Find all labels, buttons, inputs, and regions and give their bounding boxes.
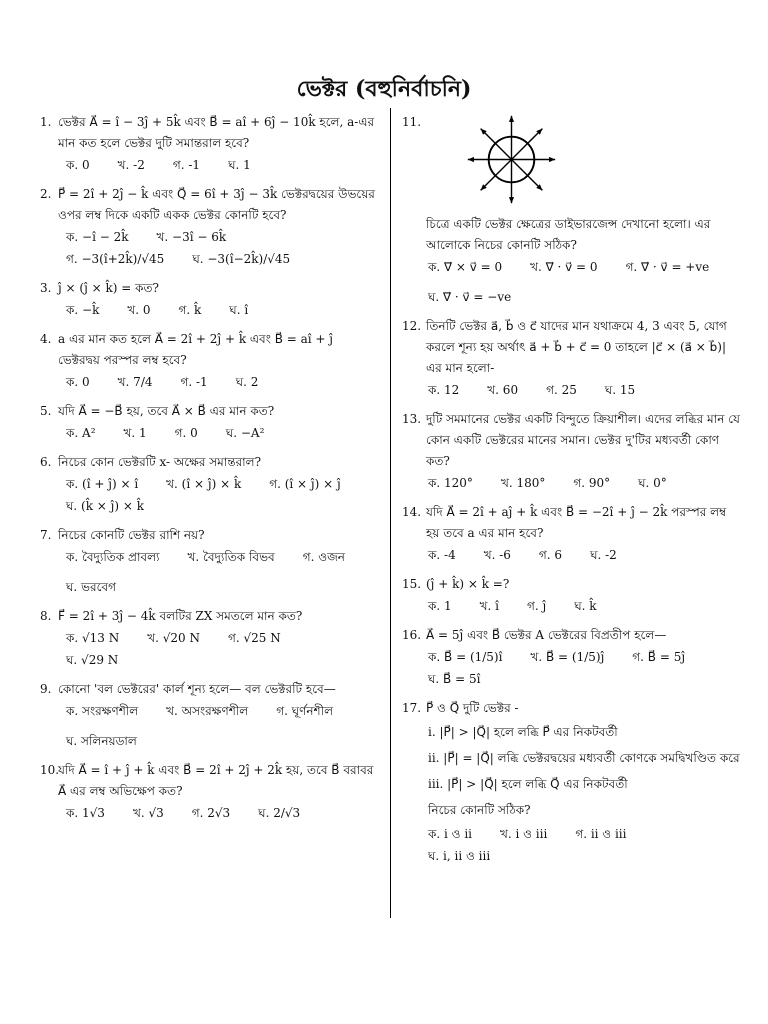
question (40, 184, 375, 226)
option-list (402, 472, 742, 494)
question-body (426, 316, 742, 379)
option-extra: ঘ. ∇⃗ · v⃗ = −ve (428, 290, 512, 304)
option: খ. 1 (123, 426, 147, 440)
question-block (402, 698, 742, 867)
option: ঘ. (k̂ × ĵ) × k̂ (66, 499, 145, 513)
question-body (58, 184, 375, 226)
option: ক. B⃗ = (1/5)î (428, 650, 503, 664)
question (402, 316, 742, 379)
option: ঘ. −3(î−2k̂)/√45 (192, 252, 291, 266)
question (402, 409, 742, 472)
option: খ. 180° (500, 476, 546, 490)
option: ক. 0 (66, 158, 90, 172)
question-block (402, 625, 742, 690)
question-number: 9. (40, 682, 52, 696)
column-divider (390, 108, 391, 918)
question-text: A⃗ = 5ĵ এবং B⃗ ভেক্টর A ভেক্টরের বিপ্রতীপ হলে— (426, 628, 667, 642)
question-text: কোনো 'বল ভেক্টরের' কার্ল শূন্য হলে— বল ভেক্টরটি হবে— (58, 682, 336, 696)
option: ঘ. −A² (225, 426, 265, 440)
question-text: (ĵ + k̂) × k̂ =? (426, 577, 510, 591)
option: গ. ĵ (527, 599, 547, 613)
question-block (40, 329, 375, 393)
question-block (40, 452, 375, 517)
option: ক. ∇⃗ × v⃗ = 0 (428, 260, 503, 274)
question-number: 17. (402, 701, 422, 715)
question-block (40, 760, 375, 824)
question-body (58, 606, 375, 627)
option: খ. -6 (483, 548, 511, 562)
option: গ. (î × ĵ) × ĵ (269, 477, 341, 491)
question-block (40, 606, 375, 671)
question-body (426, 574, 742, 595)
option-list (40, 627, 375, 671)
option: ক. A² (66, 426, 96, 440)
option: ক. 1√3 (66, 806, 105, 820)
question-block (40, 525, 375, 598)
question-text: ভেক্টর A⃗ = î − 3ĵ + 5k̂ এবং B⃗ = aî + 6ĵ − 10k̂ হলে, a-এর মান কত হলে ভেক্টর দুটি সমান্তরাল হবে? (58, 115, 375, 150)
option: গ. √25 N (228, 631, 281, 645)
question-block (402, 409, 742, 494)
question-body (426, 409, 742, 472)
question-text: যদি A⃗ = −B⃗ হয়, তবে A⃗ × B⃗ এর মান কত? (58, 404, 275, 418)
option: গ. -1 (180, 375, 208, 389)
option-list (40, 226, 375, 270)
question (402, 112, 742, 256)
question-body (426, 625, 742, 646)
option: ঘ. B⃗ = 5î (428, 672, 481, 686)
option-list (402, 379, 742, 401)
question (40, 452, 375, 473)
question-text: নিচের কোন ভেক্টরটি x- অক্ষের সমান্তরাল? (58, 455, 262, 469)
option: খ. B⃗ = (1/5)ĵ (530, 650, 605, 664)
option: গ. 25 (546, 383, 577, 397)
option: গ. ii ও iii (575, 827, 627, 841)
question-number: 3. (40, 281, 52, 295)
option: ক. সংরক্ষণশীল (66, 704, 139, 718)
option-list (402, 544, 742, 566)
question-block (40, 401, 375, 444)
option-list (40, 299, 375, 321)
question (402, 698, 742, 719)
option: ক. (î + ĵ) × î (66, 477, 139, 491)
option: গ. 2√3 (191, 806, 231, 820)
option-list (402, 595, 742, 617)
option-list (40, 546, 375, 568)
option: খ. √20 N (147, 631, 201, 645)
question-number: 1. (40, 115, 52, 129)
option: খ. i ও iii (500, 827, 548, 841)
option: ঘ. i, ii ও iii (428, 849, 491, 863)
option: ক. i ও ii (428, 827, 472, 841)
question-text: P⃗ = 2î + 2ĵ − k̂ এবং Q⃗ = 6î + 3ĵ − 3k̂ ভেক্টরদ্বয়ের উভয়ের ওপর লম্ব দিকে একটি একক ভেক্টর কোনটি হবে? (58, 187, 375, 222)
question-block (402, 574, 742, 617)
option: ক. 12 (428, 383, 460, 397)
option: ঘ. 15 (604, 383, 636, 397)
option-extra: ঘ. ভরবেগ (66, 580, 116, 594)
option: গ. ওজন (302, 550, 345, 564)
option-list (40, 154, 375, 176)
option: খ. (î × ĵ) × k̂ (166, 477, 242, 491)
question-body (58, 112, 375, 154)
question-number: 6. (40, 455, 52, 469)
question-number: 15. (402, 577, 422, 591)
right-column (402, 112, 742, 875)
question (40, 278, 375, 299)
question-number: 8. (40, 609, 52, 623)
option-list (40, 700, 375, 722)
question-block (402, 502, 742, 566)
option: খ. 60 (487, 383, 519, 397)
question-number: 10. (40, 763, 60, 777)
option: ঘ. √29 N (66, 653, 119, 667)
option: ঘ. 0° (638, 476, 667, 490)
option: গ. 0 (174, 426, 198, 440)
question (40, 112, 375, 154)
question (40, 606, 375, 627)
option: ক. 0 (66, 375, 90, 389)
option-extra: ঘ. সলিনয়ডাল (66, 734, 137, 748)
question (40, 679, 375, 700)
question-text: P⃗ ও Q⃗ দুটি ভেক্টর - (426, 701, 519, 715)
question-block (40, 679, 375, 752)
option: গ. ঘূর্ণনশীল (276, 704, 334, 718)
question-text: ĵ × (ĵ × k̂) = কত? (58, 281, 159, 295)
option: গ. −3(î+2k̂)/√45 (66, 252, 165, 266)
option: গ. 90° (573, 476, 611, 490)
option: ক. 1 (428, 599, 452, 613)
question-number: 14. (402, 505, 422, 519)
option-list (40, 473, 375, 517)
statement-line: ii. |P⃗| = |Q⃗| লব্ধি ভেক্টরদ্বয়ের মধ্যবর্তী কোণকে সমদ্বিখণ্ডিত করে (428, 751, 740, 765)
option: খ. î (479, 599, 500, 613)
option: ঘ. -2 (590, 548, 617, 562)
question-block (40, 184, 375, 270)
question (40, 329, 375, 371)
question-number: 16. (402, 628, 422, 642)
question-body (58, 452, 375, 473)
option: খ. বৈদ্যুতিক বিভব (187, 550, 275, 564)
question-body (58, 401, 375, 422)
question (402, 502, 742, 544)
option: ঘ. 1 (228, 158, 251, 172)
question-number: 5. (40, 404, 52, 418)
option: ক. −î − 2k̂ (66, 230, 129, 244)
question (40, 760, 375, 802)
option: খ. −3î − 6k̂ (156, 230, 227, 244)
question-block (40, 278, 375, 321)
option: ঘ. k̂ (574, 599, 597, 613)
option: ক. −k̂ (66, 303, 100, 317)
divergence-figure (464, 112, 559, 207)
option: গ. 6 (538, 548, 563, 562)
question-body (58, 525, 375, 546)
option: ঘ. î (229, 303, 249, 317)
option: ঘ. 2/√3 (258, 806, 301, 820)
left-column (40, 112, 375, 832)
question-body (426, 502, 742, 544)
option: খ. -2 (117, 158, 145, 172)
option: খ. 7/4 (117, 375, 153, 389)
question (40, 401, 375, 422)
option: খ. ∇⃗ · v⃗ = 0 (530, 260, 598, 274)
question (402, 574, 742, 595)
question-text: a এর মান কত হলে A⃗ = 2î + 2ĵ + k̂ এবং B⃗ = aî + ĵ ভেক্টরদ্বয় পরস্পর লম্ব হবে? (58, 332, 334, 367)
question-text: দুটি সমমানের ভেক্টর একটি বিন্দুতে ক্রিয়াশীল। এদের লব্ধির মান যে কোন একটি ভেক্টরের মানের সমান। ভেক্টর দু'টির মধ্যবর্তী কোণ কত? (426, 412, 740, 468)
question (402, 625, 742, 646)
question-text: যদি A⃗ = î + ĵ + k̂ এবং B⃗ = 2î + 2ĵ + 2k̂ হয়, তবে B⃗ বরাবর A⃗ এর লম্ব অভিক্ষেপ কত? (58, 763, 374, 798)
question-number: 11. (402, 115, 422, 129)
question-text: যদি A⃗ = 2î + aĵ + k̂ এবং B⃗ = −2î + ĵ − 2k̂ পরস্পর লম্ব হয় তবে a এর মান হবে? (426, 505, 727, 540)
question-body (426, 112, 742, 256)
option: খ. অসংরক্ষণশীল (166, 704, 249, 718)
option: গ. -1 (172, 158, 201, 172)
option: ক. -4 (428, 548, 456, 562)
question-number: 4. (40, 332, 52, 346)
question-text: নিচের কোনটি ভেক্টর রাশি নয়? (58, 528, 205, 542)
question-body (58, 329, 375, 371)
option-list (402, 256, 742, 278)
question-text: তিনটি ভেক্টর a⃗, b⃗ ও c⃗ যাদের মান যথাক্রমে 4, 3 এবং 5, যোগ করলে শূন্য হয় অর্থাৎ a⃗ + b⃗ + c⃗ = 0 তাহলে |c⃗ × (a⃗ × b⃗)| এর মান হলো- (426, 319, 727, 375)
question-body (58, 679, 375, 700)
option-list (40, 422, 375, 444)
question-body (58, 278, 375, 299)
option-list (40, 371, 375, 393)
statement-line: নিচের কোনটি সঠিক? (428, 803, 531, 817)
statement-line: i. |P⃗| > |Q⃗| হলে লব্ধি P⃗ এর নিকটবর্তী (428, 725, 618, 739)
option-list (402, 823, 742, 867)
option: ক. 120° (428, 476, 473, 490)
question-number: 12. (402, 319, 422, 333)
question-number: 7. (40, 528, 52, 542)
question-block (402, 112, 742, 308)
question-body (58, 760, 375, 802)
page-title: ভেক্টর (বহুনির্বাচনি) (296, 76, 472, 102)
question-text: F⃗ = 2î + 3ĵ − 4k̂ বলটির ZX সমতলে মান কত? (58, 609, 303, 623)
question-number: 2. (40, 187, 52, 201)
option: গ. B⃗ = 5ĵ (632, 650, 686, 664)
question-block (402, 316, 742, 401)
option: ক. √13 N (66, 631, 120, 645)
question-body (426, 698, 742, 719)
question (40, 525, 375, 546)
option: গ. ∇⃗ · v⃗ = +ve (625, 260, 710, 274)
option: খ. 0 (127, 303, 151, 317)
option: গ. k̂ (178, 303, 202, 317)
question-block (40, 112, 375, 176)
question-number: 13. (402, 412, 422, 426)
option: খ. √3 (132, 806, 164, 820)
statement-line: iii. |P⃗| > |Q⃗| হলে লব্ধি Q⃗ এর নিকটবর্তী (428, 777, 628, 791)
option-list (402, 646, 742, 690)
option: ক. বৈদ্যুতিক প্রাবল্য (66, 550, 160, 564)
option: ঘ. 2 (235, 375, 259, 389)
question-text: চিত্রে একটি ভেক্টর ক্ষেত্রের ডাইভারজেন্স দেখানো হলো। এর আলোকে নিচের কোনটি সঠিক? (426, 217, 711, 252)
option-list (40, 802, 375, 824)
